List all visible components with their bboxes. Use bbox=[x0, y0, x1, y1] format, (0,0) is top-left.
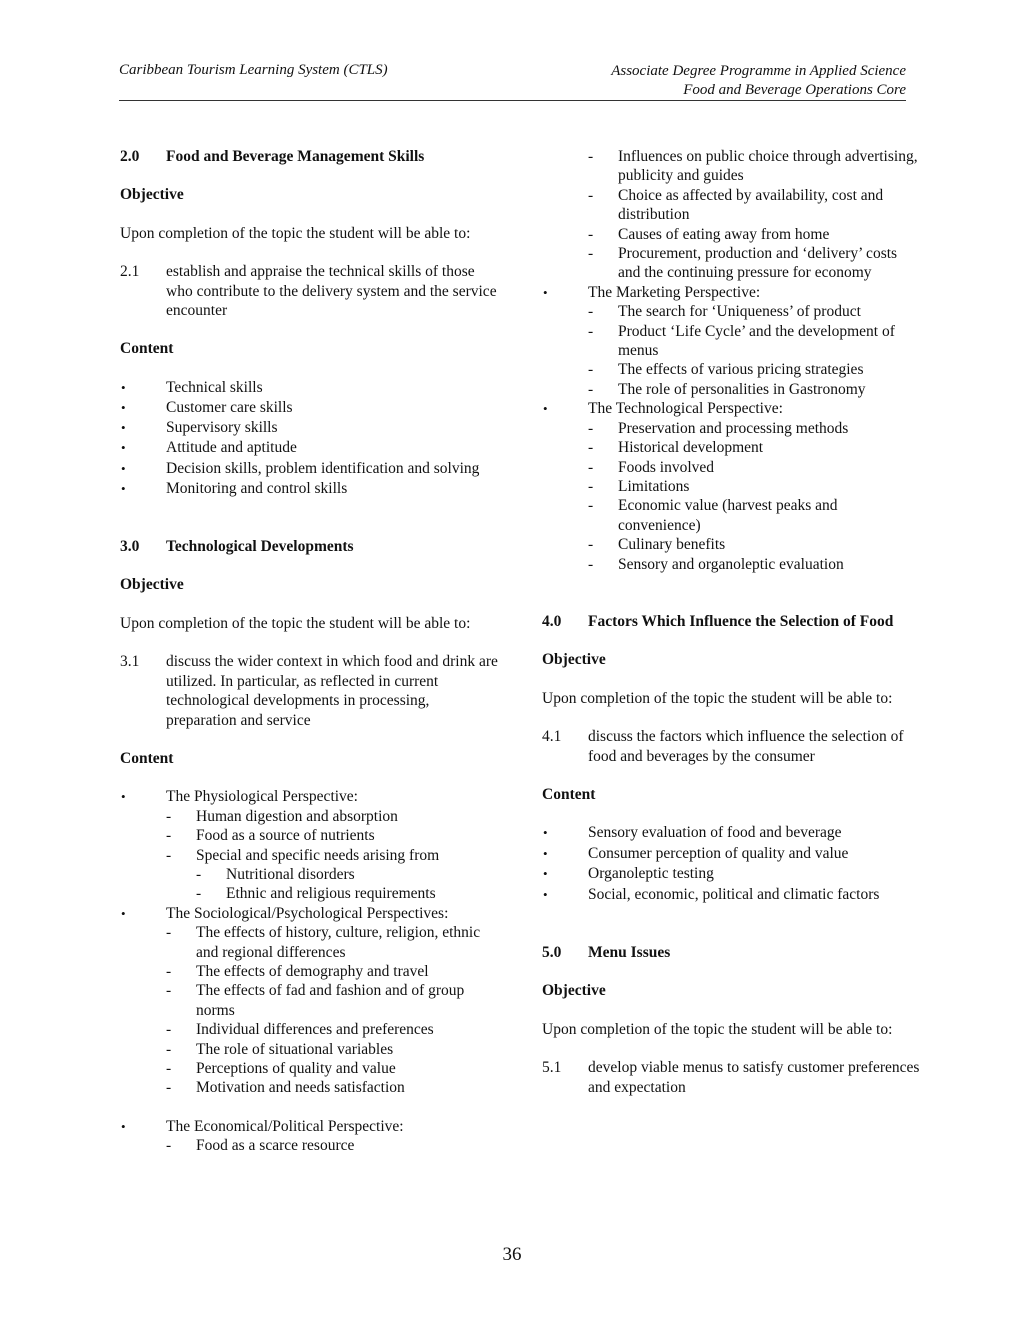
sub-item: - Preservation and processing methods bbox=[588, 419, 849, 437]
objective-text: establish and appraise the technical skills of those who contribute to the delivery system and the service encounter bbox=[166, 263, 497, 320]
section-title: Factors Which Influence the Selection of Food bbox=[588, 612, 894, 630]
objective-text: discuss the wider context in which food and drink are utilized. In particular, as reflected in current technological developments in processing, preparation and service bbox=[166, 653, 498, 729]
content-list-right bbox=[542, 283, 922, 574]
bullet-icon: • bbox=[543, 886, 548, 902]
objective-intro: Upon completion of the topic the student will be able to: bbox=[120, 614, 471, 632]
bullet-icon: • bbox=[543, 825, 548, 841]
section-4-heading bbox=[542, 612, 922, 631]
content-list bbox=[120, 378, 500, 499]
bullet-icon: • bbox=[543, 866, 548, 882]
sub-item: - The effects of history, culture, religion, ethnic and regional differences bbox=[166, 924, 481, 961]
bullet-icon: • bbox=[121, 905, 126, 921]
list-item: • Decision skills, problem identification and solving bbox=[120, 459, 500, 479]
list-item: • The Physiological Perspective: - Human digestion and absorption - Food as a source of nutrients - Special and specific needs arising from - Nutritional disorders - Ethnic and religious requirements bbox=[120, 787, 500, 903]
objective-item bbox=[120, 262, 500, 320]
sub-item: - The effects of various pricing strategies bbox=[588, 361, 864, 379]
left-column bbox=[120, 147, 500, 1156]
objective-intro: Upon completion of the topic the student will be able to: bbox=[542, 689, 893, 707]
list-item: • The Economical/Political Perspective: - Food as a scarce resource bbox=[120, 1117, 500, 1156]
header-right-title bbox=[611, 62, 906, 100]
objective-number: 3.1 bbox=[120, 653, 140, 671]
bullet-icon: • bbox=[121, 440, 126, 456]
bullet-icon: • bbox=[121, 1118, 126, 1134]
section-number: 5.0 bbox=[542, 944, 562, 961]
bullet-icon: • bbox=[121, 789, 126, 805]
content-heading: Content bbox=[120, 749, 174, 767]
page-number: 36 bbox=[502, 1244, 522, 1265]
sub-sub-item: - Ethnic and religious requirements bbox=[196, 885, 436, 903]
header-right-line1: Associate Degree Programme in Applied Science bbox=[611, 63, 906, 79]
objective-item bbox=[542, 727, 922, 766]
section-number: 4.0 bbox=[542, 612, 562, 630]
sub-item: - Economic value (harvest peaks and convenience) bbox=[588, 497, 838, 534]
sub-item: - Product ‘Life Cycle’ and the development of menus bbox=[588, 322, 895, 360]
section-number: 2.0 bbox=[120, 148, 140, 165]
bullet-icon: • bbox=[543, 845, 548, 861]
sub-item: - Special and specific needs arising from - Nutritional disorders - Ethnic and religious requirements bbox=[166, 846, 500, 904]
list-item: • Social, economic, political and climatic factors bbox=[542, 885, 922, 905]
sub-item: - Individual differences and preferences bbox=[166, 1021, 434, 1039]
sub-item: - Food as a scarce resource bbox=[166, 1137, 355, 1155]
section-2-heading bbox=[120, 147, 500, 166]
page-header bbox=[119, 60, 906, 101]
sub-item: - The effects of demography and travel bbox=[166, 962, 429, 980]
sub-item: - Human digestion and absorption bbox=[166, 807, 398, 825]
section-number: 3.0 bbox=[120, 538, 140, 556]
objective-number: 5.1 bbox=[542, 1059, 562, 1077]
list-item: • The Marketing Perspective: - The search for ‘Uniqueness’ of product - Product ‘Life Cycle’ and the development of menus - The effects of various pricing strategies - The role of personalities in Gastronomy bbox=[542, 283, 922, 399]
section-3-heading bbox=[120, 537, 500, 556]
list-item: • Organoleptic testing bbox=[542, 864, 922, 884]
list-item: • Consumer perception of quality and value bbox=[542, 844, 922, 864]
objective-heading: Objective bbox=[542, 982, 606, 1000]
bullet-icon: • bbox=[121, 480, 126, 496]
list-item: • Attitude and aptitude bbox=[120, 438, 500, 458]
sub-item: - The effects of fad and fashion and of group norms bbox=[166, 982, 465, 1019]
objective-text: develop viable menus to satisfy customer preferences and expectation bbox=[588, 1059, 920, 1096]
section-5-heading bbox=[542, 943, 922, 962]
sub-item: - Foods involved bbox=[588, 458, 715, 476]
list-item: • The Sociological/Psychological Perspectives: - The effects of history, culture, religion, ethnic and regional differences - The effects of demography and travel - The effects of fad and fashion and of group norms - Individual differences and preferences - The role of situational variables - Perceptions of quality and value - Motivation and needs satisfaction bbox=[120, 904, 500, 1098]
content-heading: Content bbox=[120, 340, 174, 358]
bullet-icon: • bbox=[121, 400, 126, 416]
sub-item: - Motivation and needs satisfaction bbox=[166, 1079, 405, 1097]
bullet-icon: • bbox=[121, 460, 126, 476]
objective-heading: Objective bbox=[120, 576, 184, 594]
list-item: • Technical skills bbox=[120, 378, 500, 398]
objective-number: 4.1 bbox=[542, 728, 562, 746]
objective-text: discuss the factors which influence the selection of food and beverages by the consumer bbox=[588, 728, 904, 765]
objective-heading: Objective bbox=[542, 651, 606, 669]
header-left-title: Caribbean Tourism Learning System (CTLS) bbox=[119, 62, 388, 78]
list-item: • Sensory evaluation of food and beverage bbox=[542, 823, 922, 843]
sub-item: - The search for ‘Uniqueness’ of product bbox=[588, 303, 861, 321]
sub-item: - Limitations bbox=[588, 477, 690, 495]
bullet-icon: • bbox=[543, 284, 548, 300]
sub-item: - Choice as affected by availability, cost and distribution bbox=[588, 186, 884, 224]
sub-item: - Causes of eating away from home bbox=[588, 225, 830, 243]
sub-item: - Procurement, production and ‘delivery’ costs and the continuing pressure for economy bbox=[588, 245, 898, 282]
econ-continued-list bbox=[542, 147, 922, 283]
objective-number: 2.1 bbox=[120, 263, 140, 281]
sub-item: - Historical development bbox=[588, 439, 764, 457]
sub-item: - The role of personalities in Gastronomy bbox=[588, 380, 866, 398]
list-item: • Monitoring and control skills bbox=[120, 479, 500, 499]
sub-item: - Culinary benefits bbox=[588, 536, 726, 554]
sub-item: - Influences on public choice through advertising, publicity and guides bbox=[588, 148, 918, 185]
list-item: • Customer care skills bbox=[120, 398, 500, 418]
bullet-icon: • bbox=[543, 401, 548, 417]
header-right-line2: Food and Beverage Operations Core bbox=[683, 82, 906, 98]
objective-item bbox=[542, 1058, 922, 1097]
list-item: • Supervisory skills bbox=[120, 418, 500, 438]
right-column bbox=[542, 147, 922, 1097]
section-title: Food and Beverage Management Skills bbox=[166, 148, 425, 165]
objective-intro: Upon completion of the topic the student will be able to: bbox=[120, 224, 471, 242]
sub-item: - Perceptions of quality and value bbox=[166, 1060, 396, 1077]
content-list bbox=[120, 787, 500, 1098]
section-title: Menu Issues bbox=[588, 944, 671, 961]
bullet-icon: • bbox=[121, 379, 126, 395]
objective-heading: Objective bbox=[120, 186, 184, 204]
sub-item: - Food as a source of nutrients bbox=[166, 827, 375, 845]
sub-sub-item: - Nutritional disorders bbox=[196, 865, 355, 883]
list-item: • The Technological Perspective: - Preservation and processing methods - Historical development - Foods involved - Limitations - Economic value (harvest peaks and convenience) - Culinary benefits - Sensory and organoleptic evaluation bbox=[542, 399, 922, 574]
section-title: Technological Developments bbox=[166, 538, 354, 556]
content-list-continued bbox=[120, 1117, 500, 1156]
sub-item: - Sensory and organoleptic evaluation bbox=[588, 555, 844, 573]
objective-intro: Upon completion of the topic the student will be able to: bbox=[542, 1020, 893, 1038]
sub-item: - The role of situational variables bbox=[166, 1040, 394, 1058]
content-list bbox=[542, 823, 922, 905]
content-heading: Content bbox=[542, 785, 596, 803]
objective-item bbox=[120, 652, 500, 730]
bullet-icon: • bbox=[121, 420, 126, 436]
